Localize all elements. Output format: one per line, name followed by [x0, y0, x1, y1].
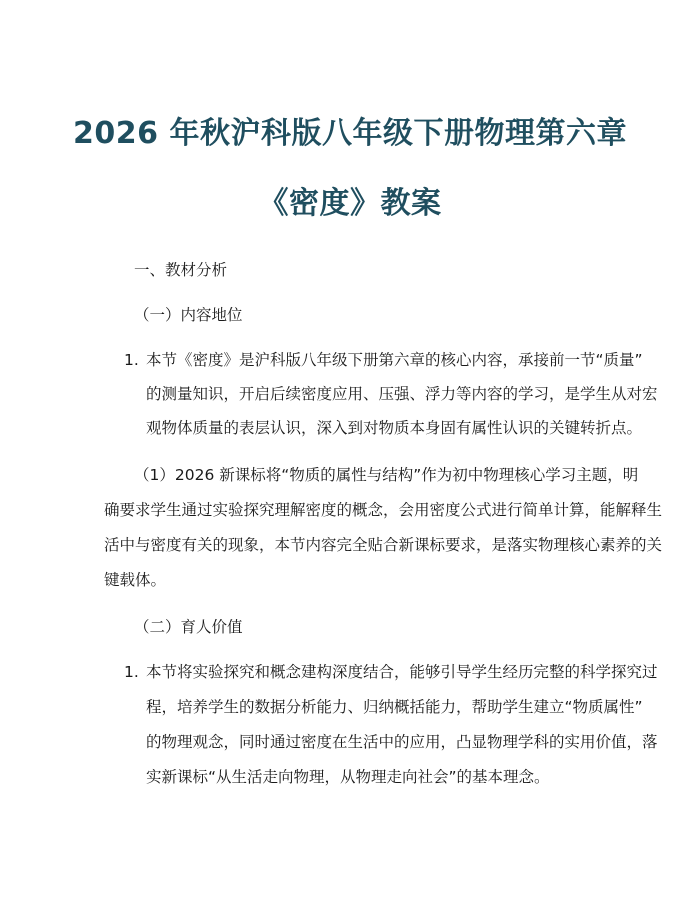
- subsection-heading-educational-value: （二）育人价值: [134, 618, 243, 636]
- paragraph-line: 观物体质量的表层认识，深入到对物质本身固有属性认识的关键转折点。: [146, 419, 643, 437]
- document-title-line-2: 《密度》教案: [258, 186, 442, 221]
- paragraph-line: 键载体。: [104, 571, 167, 589]
- list-item-number: 1.: [124, 351, 139, 369]
- paragraph-line: 实新课标“从生活走向物理，从物理走向社会”的基本理念。: [146, 768, 550, 786]
- document-title-line-1: 2026 年秋沪科版八年级下册物理第六章: [73, 116, 627, 151]
- paragraph-line: 的物理观念，同时通过密度在生活中的应用，凸显物理学科的实用价值，落: [146, 733, 658, 751]
- subsection-heading-content-position: （一）内容地位: [134, 306, 243, 324]
- paragraph-line: 确要求学生通过实验探究理解密度的概念，会用密度公式进行简单计算，能解释生: [104, 501, 663, 519]
- section-heading-teaching-material-analysis: 一、教材分析: [134, 261, 228, 279]
- paragraph-line: 本节将实验探究和概念建构深度结合，能够引导学生经历完整的科学探究过: [146, 663, 658, 681]
- paragraph-line: 活中与密度有关的现象，本节内容完全贴合新课标要求，是落实物理核心素养的关: [104, 536, 663, 554]
- paragraph-line: 的测量知识，开启后续密度应用、压强、浮力等内容的学习，是学生从对宏: [146, 385, 658, 403]
- paragraph-line: （1）2026 新课标将“物质的属性与结构”作为初中物理核心学习主题，明: [134, 466, 639, 484]
- list-item-number: 1.: [124, 663, 139, 681]
- paragraph-line: 本节《密度》是沪科版八年级下册第六章的核心内容，承接前一节“质量”: [146, 351, 643, 369]
- paragraph-line: 程，培养学生的数据分析能力、归纳概括能力，帮助学生建立“物质属性”: [146, 698, 643, 716]
